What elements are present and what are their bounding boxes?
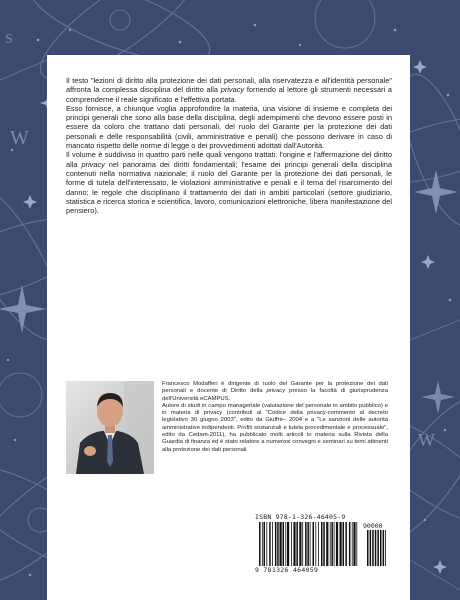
- author-bio: [162, 381, 388, 454]
- barcode-bar: [293, 522, 295, 566]
- barcode-bar: [330, 522, 331, 566]
- author-bio-paragraph: Autore di studi in campo manageriale (valutazione del personale in ambito pubblico) e in materia di privacy (contributi al "Codice della privacy-commento al decreto legislativo 30 giugno 2003", edito da Giuffrè– 2004 e a "Le sanzioni delle autorità amministrative indipendenti. Profili sostanziali e tutela procedimentale e processuale", edito da Cedam-2011), ha pubblicato molti articoli in materia sulla Rivista della Guardia di finanza ed è stato relatore a numerosi convegni e seminari su temi attinenti alla protezione dei dati personali: [162, 402, 388, 453]
- barcode-bar: [334, 522, 335, 566]
- barcode-bar: [326, 522, 328, 566]
- barcode-bar: [262, 522, 263, 566]
- barcode-bar: [340, 522, 342, 566]
- author-bio-paragraph: Francesco Modafferi è dirigente di ruolo del Garante per la protezione dei dati personali e docente di Diritto della privacy presso la facoltà di giurisprudenza dell'Università eCAMPUS.: [162, 381, 388, 402]
- barcode-bar: [275, 522, 277, 566]
- isbn-price-code: 90000: [363, 522, 383, 530]
- barcode-bar: [280, 522, 282, 566]
- barcode-bar: [321, 522, 323, 566]
- barcode-bar: [305, 522, 307, 566]
- lulu-site-line: www.lulu.com: [197, 561, 244, 569]
- description-paragraph: Esso fornisce, a chiunque voglia approfondire la materia, una visione di insieme e completa dei principi generali che sono alla base della disciplina, degli adempimenti che devono essere posti in essere da coloro che trattano dati personali, del ruolo del Garante per la protezione dei dati personali e delle responsabilità (civili, amministrative e penali) che possono derivare in caso di mancato rispetto delle norme di legge o dei provvedimenti adottati dall'Autorità.: [66, 103, 392, 151]
- barcode-bar: [283, 522, 285, 566]
- barcode-bar: [259, 522, 261, 566]
- barcode-bar: [370, 530, 372, 566]
- barcode-bar: [266, 522, 267, 566]
- lulu-id-line: ID: 17616658: [197, 553, 240, 560]
- isbn-number: 9 781326 464059: [255, 566, 319, 574]
- isbn-label: ISBN 978-1-326-46405-9: [255, 513, 346, 521]
- lulu-id: [197, 553, 244, 570]
- barcode-bar: [287, 522, 289, 566]
- compass-letter-w: W: [10, 127, 29, 149]
- barcode-bar: [377, 530, 379, 566]
- compass-letter-w: W: [418, 430, 435, 450]
- barcode-bar: [380, 530, 382, 566]
- barcode-bar: [318, 522, 319, 566]
- barcode-bar: [302, 522, 303, 566]
- barcode-bar: [272, 522, 273, 566]
- author-photo: [66, 381, 154, 474]
- barcode-bar: [375, 530, 377, 566]
- barcode-bar: [367, 530, 369, 566]
- barcode-bar: [343, 522, 345, 566]
- description-paragraph: Il testo "lezioni di diritto alla protezione dei dati personali, alla riservatezza e all'identità personale" affronta la complessa disciplina del diritto alla privacy fornendo al lettore gli strumenti necessari a comprenderne il reale significato e l'effettiva portata.: [66, 76, 392, 104]
- barcode-bar: [323, 522, 325, 566]
- barcode-bar: [331, 522, 333, 566]
- barcode-bar: [285, 522, 286, 566]
- compass-letter-s: S: [5, 32, 13, 47]
- barcode-bar: [313, 522, 315, 566]
- barcode-bar: [277, 522, 279, 566]
- barcode-bar: [353, 522, 355, 566]
- barcode-bar: [310, 522, 311, 566]
- barcode-bar: [336, 522, 338, 566]
- isbn-barcode: [255, 513, 391, 575]
- barcode-bar: [307, 522, 309, 566]
- barcode-bar: [349, 522, 351, 566]
- barcode-bar: [264, 522, 266, 566]
- barcode-bar: [299, 522, 301, 566]
- description-paragraph: Il volume è suddiviso in quattro parti nelle quali vengono trattati: l'origine e l'affermazione del diritto alla privacy nel panorama dei diritti fondamentali; l'esame dei principi generali della disciplina contenuti nella normativa nazionale; il ruolo del Garante per la protezione dei dati personali, le forme di tutela dell'interessato, le violazioni amministrative e penali e il tema del risarcimento del danno; le regole che disciplinano il trattamento dei dati in ambiti particolari (settore giudiziario, statistica e ricerca storica e scientifica, lavoro, comunicazioni elettroniche, libera manifestazione del pensiero).: [66, 150, 392, 216]
- barcode-bar: [315, 522, 316, 566]
- cover-description: [66, 76, 392, 215]
- barcode-bar: [372, 530, 374, 566]
- barcode-bar: [352, 522, 353, 566]
- barcode-bar: [296, 522, 298, 566]
- barcode-bars: [255, 522, 391, 566]
- barcode-bar: [345, 522, 347, 566]
- barcode-bar: [269, 522, 271, 566]
- barcode-bar: [356, 522, 357, 566]
- barcode-bar: [383, 530, 385, 566]
- barcode-bar: [385, 530, 386, 566]
- barcode-bar: [291, 522, 292, 566]
